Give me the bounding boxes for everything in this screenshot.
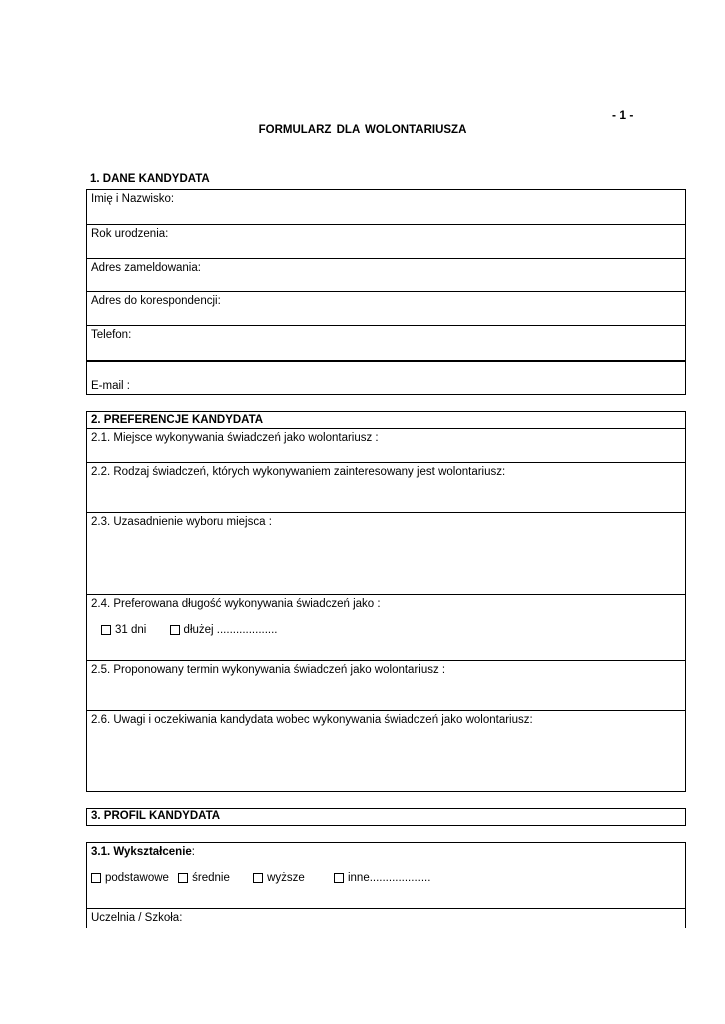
section3-heading-box (86, 808, 686, 826)
form-title: FORMULARZ DLA WOLONTARIUSZA (258, 124, 467, 136)
question-2-3-label: 2.3. Uzasadnienie wyboru miejsca : (91, 516, 272, 528)
field-email-label: E-mail : (91, 380, 130, 392)
question-2-4-label: 2.4. Preferowana długość wykonywania świadczeń jako : (91, 598, 381, 610)
field-registered-address-label: Adres zameldowania: (91, 262, 201, 274)
field-school-label: Uczelnia / Szkoła: (91, 912, 183, 924)
education-colon: : (191, 846, 195, 858)
question-2-4 (87, 595, 685, 661)
section1-heading: 1. DANE KANDYDATA (90, 173, 210, 185)
section1-table (86, 189, 686, 395)
option-longer[interactable] (170, 624, 278, 636)
question-2-5[interactable] (87, 661, 685, 711)
education-row (87, 843, 685, 909)
field-correspondence-address-label: Adres do korespondencji: (91, 295, 221, 307)
field-birth-year-label: Rok urodzenia: (91, 228, 169, 240)
section3-table (86, 842, 686, 928)
field-correspondence-address[interactable] (87, 292, 685, 326)
field-phone[interactable] (87, 326, 685, 361)
checkbox-icon[interactable] (253, 873, 263, 883)
option-longer-label: dłużej ................... (183, 624, 278, 636)
option-31-days-label: 31 dni (115, 624, 147, 636)
field-email[interactable] (87, 361, 685, 394)
option-secondary-label: średnie (192, 872, 230, 884)
checkbox-icon[interactable] (178, 873, 188, 883)
option-secondary[interactable] (178, 872, 230, 884)
checkbox-icon[interactable] (101, 625, 111, 635)
option-other[interactable] (334, 872, 430, 884)
page-number: - 1 - (612, 108, 634, 122)
question-2-1-label: 2.1. Miejsce wykonywania świadczeń jako wolontariusz : (91, 432, 379, 444)
section3-heading: 3. PROFIL KANDYDATA (91, 810, 221, 822)
field-birth-year[interactable] (87, 225, 685, 259)
question-2-5-label: 2.5. Proponowany termin wykonywania świadczeń jako wolontariusz : (91, 664, 446, 676)
option-31-days[interactable] (101, 624, 146, 636)
checkbox-icon[interactable] (334, 873, 344, 883)
checkbox-icon[interactable] (91, 873, 101, 883)
question-2-3[interactable] (87, 513, 685, 595)
option-primary-label: podstawowe (105, 872, 169, 884)
question-2-6[interactable] (87, 711, 685, 791)
field-registered-address[interactable] (87, 259, 685, 292)
section2-heading: 2. PREFERENCJE KANDYDATA (87, 412, 685, 429)
question-2-6-label: 2.6. Uwagi i oczekiwania kandydata wobec wykonywania świadczeń jako wolontariusz: (91, 714, 533, 726)
option-other-label: inne................... (347, 872, 431, 884)
section2-table (86, 411, 686, 792)
education-label: 3.1. Wykształcenie (91, 846, 192, 858)
field-name[interactable] (87, 190, 685, 225)
question-2-1[interactable] (87, 429, 685, 463)
question-2-2-label: 2.2. Rodzaj świadczeń, których wykonywaniem zainteresowany jest wolontariusz: (91, 466, 506, 478)
option-higher[interactable] (253, 872, 305, 884)
option-higher-label: wyższe (267, 872, 305, 884)
field-school[interactable] (87, 909, 685, 927)
field-name-label: Imię i Nazwisko: (91, 193, 175, 205)
option-primary[interactable] (91, 872, 169, 884)
checkbox-icon[interactable] (170, 625, 180, 635)
field-phone-label: Telefon: (91, 329, 132, 341)
question-2-2[interactable] (87, 463, 685, 513)
